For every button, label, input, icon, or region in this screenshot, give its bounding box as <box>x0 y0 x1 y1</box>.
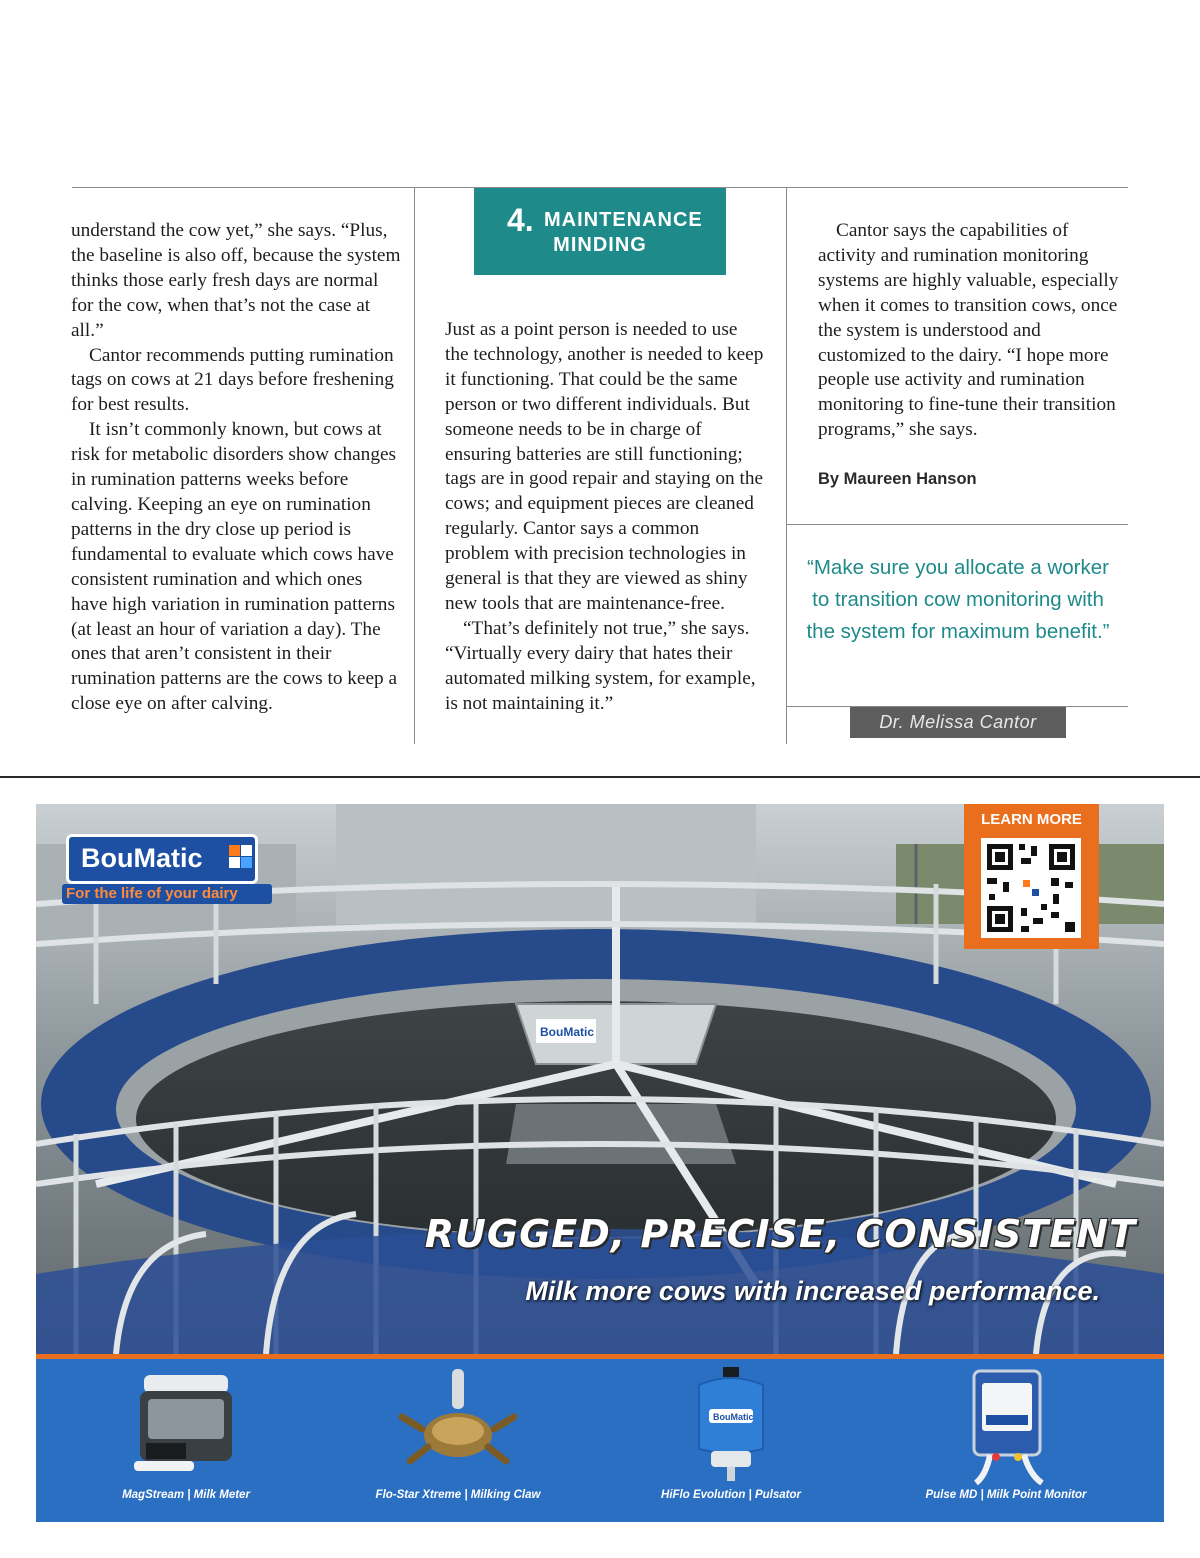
product-label: MagStream | Milk Meter <box>122 1489 250 1501</box>
section-title-line2: MINDING <box>553 234 647 256</box>
milk-meter-icon <box>126 1365 246 1485</box>
boumatic-advertisement[interactable] <box>36 804 1164 1522</box>
pull-quote-attribution: Dr. Melissa Cantor <box>850 707 1066 738</box>
learn-more-box[interactable] <box>964 804 1099 949</box>
paragraph: Just as a point person is needed to use the technology, another is needed to keep it functioning. That could be the same person or two different individuals. But someone needs to be in charge of ensuring batteries are still functioning; tags are in good repair and staying on the cows; and equipment pieces are cleaned regularly. Cantor says a common problem with precision technologies in general is that they are viewed as shiny new tools that are maintenance-free. <box>445 319 764 614</box>
product-pulse-md[interactable] <box>896 1359 1116 1522</box>
paragraph: “That’s definitely not true,” she says. “Virtually every dairy that hates their automated milking system, for example, is not maintaining it.” <box>445 617 756 714</box>
ad-subhead: Milk more cows with increased performance. <box>525 1276 1100 1306</box>
learn-more-label: LEARN MORE <box>981 811 1082 828</box>
product-magstream[interactable] <box>76 1359 296 1522</box>
pulsator-icon <box>671 1365 791 1485</box>
product-label: Pulse MD | Milk Point Monitor <box>925 1489 1087 1501</box>
product-label: HiFlo Evolution | Pulsator <box>661 1489 801 1501</box>
article-column-1 <box>71 219 401 717</box>
rotary-parlor-photo <box>36 804 1164 1354</box>
paragraph: Cantor says the capabilities of activity and rumination monitoring systems are highly valuable, especially when it comes to transition cows, once the system is understood and customized to the dairy. “I hope more people use activity and rumination monitoring to fine-tune their transition programs,” she says. <box>818 220 1119 441</box>
milk-point-monitor-icon <box>946 1365 1066 1485</box>
qr-code-icon[interactable] <box>981 838 1081 938</box>
svg-text:BouMatic: BouMatic <box>713 1412 754 1422</box>
paragraph: Cantor recommends putting rumination tags on cows at 21 days before freshening for best results. <box>71 344 394 416</box>
ad-headline: RUGGED, PRECISE, CONSISTENT <box>424 1212 1136 1256</box>
milking-claw-icon <box>398 1365 518 1485</box>
pull-quote-rule <box>787 524 1128 525</box>
logo-tagline: For the life of your dairy <box>62 884 272 904</box>
byline: By Maureen Hanson <box>818 470 977 488</box>
section-number: 4. <box>507 202 534 238</box>
logo-square-icon <box>229 857 240 868</box>
product-flo-star-xtreme[interactable] <box>348 1359 568 1522</box>
logo-square-icon <box>241 857 252 868</box>
pull-quote: “Make sure you allocate a worker to transition cow monitoring with the system for maximum benefit.” <box>806 556 1110 643</box>
product-label: Flo-Star Xtreme | Milking Claw <box>375 1489 541 1501</box>
paragraph: It isn’t commonly known, but cows at risk for metabolic disorders show changes in rumination patterns weeks before calving. Keeping an eye on rumination patterns in the dry close up period is fundamental to evaluate which cows have consistent rumination and which ones have high variation in rumination patterns (at least an hour of variation a day). The ones that aren’t consistent in their rumination patterns are the cows to keep a close eye on after calving. <box>71 419 398 715</box>
section-title-line1: MAINTENANCE <box>544 209 703 231</box>
svg-text:BouMatic: BouMatic <box>540 1025 594 1039</box>
product-hiflo-evolution[interactable] <box>621 1359 841 1522</box>
logo-square-icon <box>229 845 240 856</box>
product-band <box>36 1359 1164 1522</box>
column-divider <box>414 188 415 744</box>
boumatic-logo <box>66 834 258 884</box>
page-divider <box>0 776 1200 778</box>
logo-text: BouMatic <box>81 843 203 873</box>
logo-square-icon <box>241 845 252 856</box>
article-column-2 <box>445 318 765 717</box>
column-divider <box>786 188 787 744</box>
article-column-3 <box>818 219 1120 443</box>
paragraph: understand the cow yet,” she says. “Plus, the baseline is also off, because the system thinks those early fresh days are normal for the cow, when that’s not the case at all.” <box>71 220 401 341</box>
section-heading <box>474 188 726 275</box>
